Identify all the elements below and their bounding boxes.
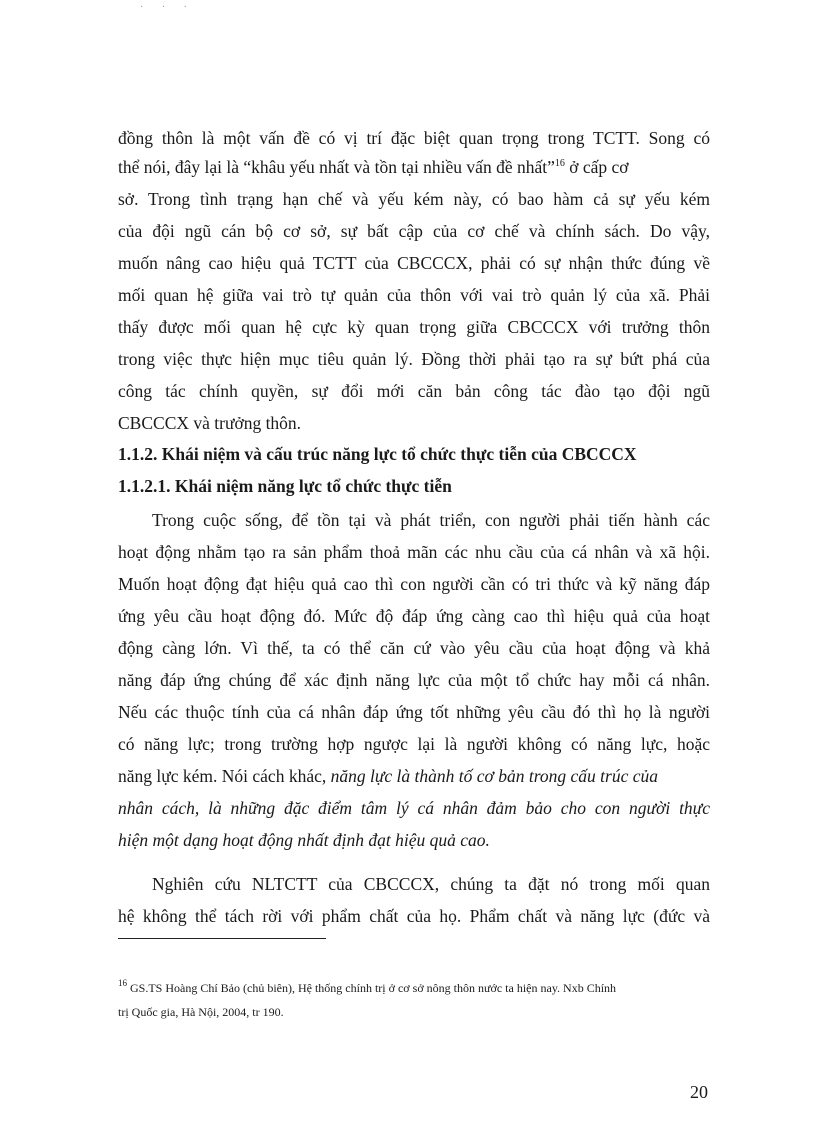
footnote-line: trị Quốc gia, Hà Nội, 2004, tr 190. [118,1005,284,1019]
body-line: mối quan hệ giữa vai trò tự quản của thôn với vai trò quản lý của xã. Phải [118,285,710,305]
footnote-ref: 16 [554,158,565,169]
emphasis-line: hiện một dạng hoạt động nhất định đạt hiệu quả cao. [118,830,490,850]
body-line: ứng yêu cầu hoạt động đó. Mức độ đáp ứng càng cao thì hiệu quả của hoạt [118,606,710,626]
body-line: có năng lực; trong trường hợp ngược lại là người không có năng lực, hoặc [118,734,710,754]
footnote-text: GS.TS Hoàng Chí Bảo (chủ biên), Hệ thống chính trị ở cơ sở nông thôn nước ta hiện nay. Nxb Chính [130,981,617,995]
body-line: trong việc thực hiện mục tiêu quản lý. Đồng thời phải tạo ra sự bứt phá của [118,349,710,369]
body-text: năng lực kém. Nói cách khác, [118,766,331,786]
body-line: thấy được mối quan hệ cực kỳ quan trọng giữa CBCCCX với trưởng thôn [118,317,710,337]
emphasis-text: năng lực là thành tố cơ bản trong cấu trúc của [330,766,658,786]
footnote-divider [118,938,326,939]
body-line [118,765,710,787]
section-heading: 1.1.2. Khái niệm và cấu trúc năng lực tổ chức thực tiễn của CBCCCX [118,444,637,464]
body-line: Trong cuộc sống, để tồn tại và phát triển, con người phải tiến hành các [152,510,710,530]
footnote-number: 16 [118,978,127,988]
body-line: sở. Trong tình trạng hạn chế và yếu kém này, có bao hàm cả sự yếu kém [118,189,710,209]
body-line [118,156,629,178]
body-line: hệ không thể tách rời với phẩm chất của họ. Phẩm chất và năng lực (đức và [118,906,710,926]
body-line: năng đáp ứng chúng để xác định năng lực của một tổ chức hay mỗi cá nhân. [118,670,710,690]
footnote-line [118,980,710,996]
body-line: động càng lớn. Vì thế, ta có thể căn cứ vào yêu cầu của hoạt động và khả [118,638,710,658]
emphasis-line: nhân cách, là những đặc điểm tâm lý cá nhân đảm bảo cho con người thực [118,798,710,818]
scan-artifact: · · · [140,2,195,13]
body-line: Muốn hoạt động đạt hiệu quả cao thì con người cần có tri thức và kỹ năng đáp [118,574,710,594]
body-line: công tác chính quyền, sự đổi mới căn bản công tác đào tạo đội ngũ [118,381,710,401]
page-number: 20 [690,1082,708,1102]
body-line: đồng thôn là một vấn đề có vị trí đặc biệt quan trọng trong TCTT. Song có [118,128,710,148]
body-text: thể nói, đây lại là “khâu yếu nhất và tồn tại nhiều vấn đề nhất” [118,157,555,177]
body-line: Nghiên cứu NLTCTT của CBCCCX, chúng ta đặt nó trong mối quan [152,874,710,894]
subsection-heading: 1.1.2.1. Khái niệm năng lực tổ chức thực tiễn [118,476,452,496]
body-text: ở cấp cơ [564,157,629,177]
body-line: muốn nâng cao hiệu quả TCTT của CBCCCX, phải có sự nhận thức đúng về [118,253,710,273]
body-line: của đội ngũ cán bộ cơ sở, sự bất cập của cơ chế và chính sách. Do vậy, [118,221,710,241]
body-line: CBCCCX và trưởng thôn. [118,413,302,433]
body-line: hoạt động nhằm tạo ra sản phẩm thoả mãn các nhu cầu của cá nhân và xã hội. [118,542,710,562]
body-line: Nếu các thuộc tính của cá nhân đáp ứng tốt những yêu cầu đó thì họ là người [118,702,710,722]
